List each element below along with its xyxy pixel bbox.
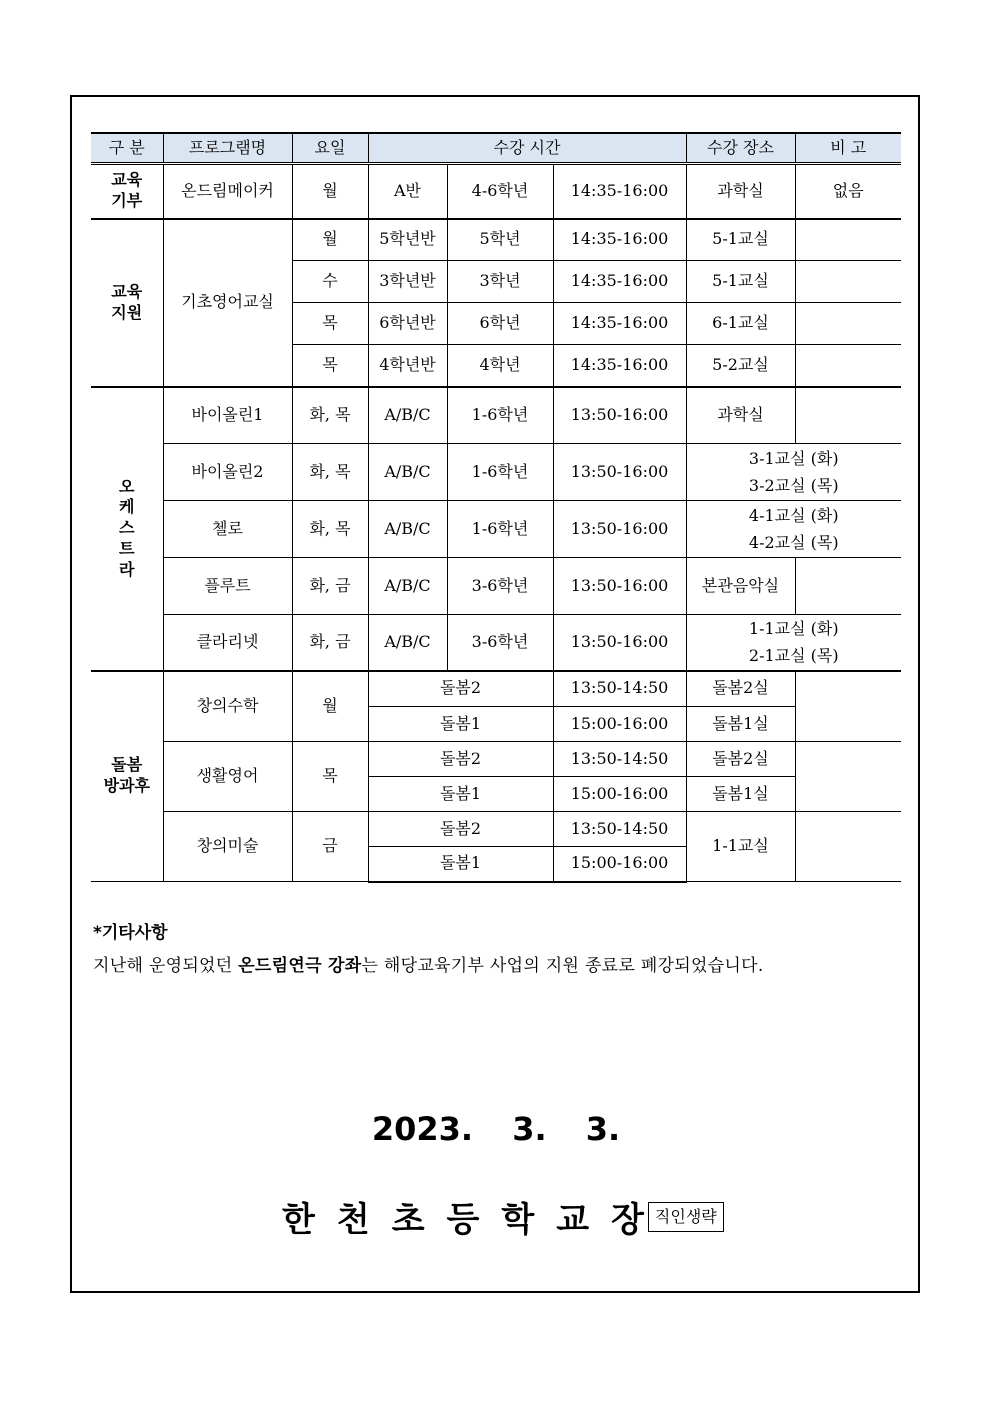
time-cell: 15:00-16:00 [553, 847, 686, 882]
class-cell: A반 [368, 164, 447, 219]
category-orchestra: 오 케 스 트 라 [91, 387, 163, 671]
header-time: 수강 시간 [368, 133, 686, 164]
header-day: 요일 [292, 133, 368, 164]
table-row [91, 219, 901, 261]
day-cell: 수 [292, 261, 368, 303]
time-cell: 13:50-16:00 [553, 558, 686, 615]
note-cell [795, 671, 901, 742]
note-cell [795, 387, 901, 444]
table-row [91, 164, 901, 219]
note-cell: 없음 [795, 164, 901, 219]
time-cell: 15:00-16:00 [553, 707, 686, 742]
notes-title: *기타사항 [93, 923, 168, 943]
time-cell: 14:35-16:00 [553, 261, 686, 303]
time-cell: 13:50-16:00 [553, 387, 686, 444]
time-cell: 13:50-14:50 [553, 671, 686, 707]
header-note: 비 고 [795, 133, 901, 164]
category-edu-support: 교육 지원 [91, 219, 163, 387]
table-row [91, 387, 901, 444]
category-edu-donation: 교육 기부 [91, 164, 163, 219]
class-cell: A/B/C [368, 444, 447, 501]
grade-cell: 4학년 [447, 345, 553, 387]
day-cell: 월 [292, 671, 368, 742]
place-cell: 5-1교실 [686, 261, 795, 303]
table-row [91, 615, 901, 671]
program-cell: 생활영어 [163, 742, 292, 812]
time-cell: 13:50-16:00 [553, 444, 686, 501]
day-cell: 화, 금 [292, 615, 368, 671]
time-cell: 14:35-16:00 [553, 303, 686, 345]
time-cell: 13:50-16:00 [553, 615, 686, 671]
program-cell: 창의수학 [163, 671, 292, 742]
place-cell: 과학실 [686, 164, 795, 219]
day-cell: 화, 목 [292, 387, 368, 444]
date-month: 3. [512, 1110, 547, 1148]
grade-cell: 1-6학년 [447, 387, 553, 444]
time-cell: 13:50-16:00 [553, 501, 686, 558]
place-cell: 돌봄1실 [686, 707, 795, 742]
class-cell: 3학년반 [368, 261, 447, 303]
note-cell [795, 742, 901, 812]
time-cell: 13:50-14:50 [553, 742, 686, 777]
day-cell: 월 [292, 164, 368, 219]
place-cell: 1-1교실 [686, 812, 795, 882]
grade-cell: 1-6학년 [447, 501, 553, 558]
table-header-row [91, 133, 901, 164]
class-cell: A/B/C [368, 615, 447, 671]
date-day: 3. [585, 1110, 621, 1148]
grade-cell: 3-6학년 [447, 615, 553, 671]
day-cell: 화, 목 [292, 501, 368, 558]
day-cell: 금 [292, 812, 368, 882]
class-cell: 돌봄2 [368, 671, 553, 707]
seal-omitted-box: 직인생략 [648, 1202, 724, 1232]
grade-cell: 4-6학년 [447, 164, 553, 219]
table-row [91, 812, 901, 847]
table-row [91, 671, 901, 707]
place-cell: 돌봄2실 [686, 742, 795, 777]
program-cell: 기초영어교실 [163, 219, 292, 387]
class-cell: 돌봄2 [368, 812, 553, 847]
header-program: 프로그램명 [163, 133, 292, 164]
notes-section [93, 918, 903, 976]
place-cell: 돌봄2실 [686, 671, 795, 707]
grade-cell: 6학년 [447, 303, 553, 345]
table-row [91, 501, 901, 558]
time-cell: 14:35-16:00 [553, 164, 686, 219]
class-cell: 4학년반 [368, 345, 447, 387]
table-row [91, 444, 901, 501]
grade-cell: 3학년 [447, 261, 553, 303]
note-cell [795, 261, 901, 303]
grade-cell: 1-6학년 [447, 444, 553, 501]
document-date [0, 1110, 992, 1148]
program-cell: 온드림메이커 [163, 164, 292, 219]
class-cell: 돌봄1 [368, 847, 553, 882]
school-principal: 한천초등학교장 [282, 1200, 666, 1240]
class-cell: 돌봄2 [368, 742, 553, 777]
place-cell: 6-1교실 [686, 303, 795, 345]
day-cell: 목 [292, 303, 368, 345]
grade-cell: 5학년 [447, 219, 553, 261]
signature-row [282, 1192, 724, 1241]
time-cell: 15:00-16:00 [553, 777, 686, 812]
class-cell: 5학년반 [368, 219, 447, 261]
header-category: 구 분 [91, 133, 163, 164]
program-cell: 바이올린1 [163, 387, 292, 444]
program-schedule-table [91, 132, 901, 883]
program-cell: 바이올린2 [163, 444, 292, 501]
day-cell: 목 [292, 742, 368, 812]
class-cell: 돌봄1 [368, 707, 553, 742]
place-cell: 본관음악실 [686, 558, 795, 615]
class-cell: A/B/C [368, 387, 447, 444]
program-cell: 창의미술 [163, 812, 292, 882]
day-cell: 목 [292, 345, 368, 387]
date-year: 2023. [371, 1110, 474, 1148]
grade-cell: 3-6학년 [447, 558, 553, 615]
note-cell [795, 345, 901, 387]
place-cell: 4-1교실 (화) 4-2교실 (목) [686, 501, 901, 558]
day-cell: 화, 금 [292, 558, 368, 615]
table-row [91, 558, 901, 615]
class-cell: 6학년반 [368, 303, 447, 345]
class-cell: A/B/C [368, 558, 447, 615]
notes-body: 지난해 운영되었던 온드림연극 강좌는 해당교육기부 사업의 지원 종료로 폐강되었습니다. [93, 956, 764, 976]
note-cell [795, 558, 901, 615]
place-cell: 과학실 [686, 387, 795, 444]
day-cell: 월 [292, 219, 368, 261]
place-cell: 3-1교실 (화) 3-2교실 (목) [686, 444, 901, 501]
place-cell: 1-1교실 (화) 2-1교실 (목) [686, 615, 901, 671]
class-cell: A/B/C [368, 501, 447, 558]
header-place: 수강 장소 [686, 133, 795, 164]
category-care: 돌봄 방과후 [91, 671, 163, 882]
table-row [91, 742, 901, 777]
class-cell: 돌봄1 [368, 777, 553, 812]
note-cell [795, 812, 901, 882]
notes-highlight: 온드림연극 강좌 [238, 956, 362, 976]
place-cell: 돌봄1실 [686, 777, 795, 812]
place-cell: 5-2교실 [686, 345, 795, 387]
time-cell: 14:35-16:00 [553, 219, 686, 261]
program-cell: 첼로 [163, 501, 292, 558]
time-cell: 14:35-16:00 [553, 345, 686, 387]
place-cell: 5-1교실 [686, 219, 795, 261]
note-cell [795, 219, 901, 261]
program-cell: 클라리넷 [163, 615, 292, 671]
day-cell: 화, 목 [292, 444, 368, 501]
note-cell [795, 303, 901, 345]
time-cell: 13:50-14:50 [553, 812, 686, 847]
program-cell: 플루트 [163, 558, 292, 615]
